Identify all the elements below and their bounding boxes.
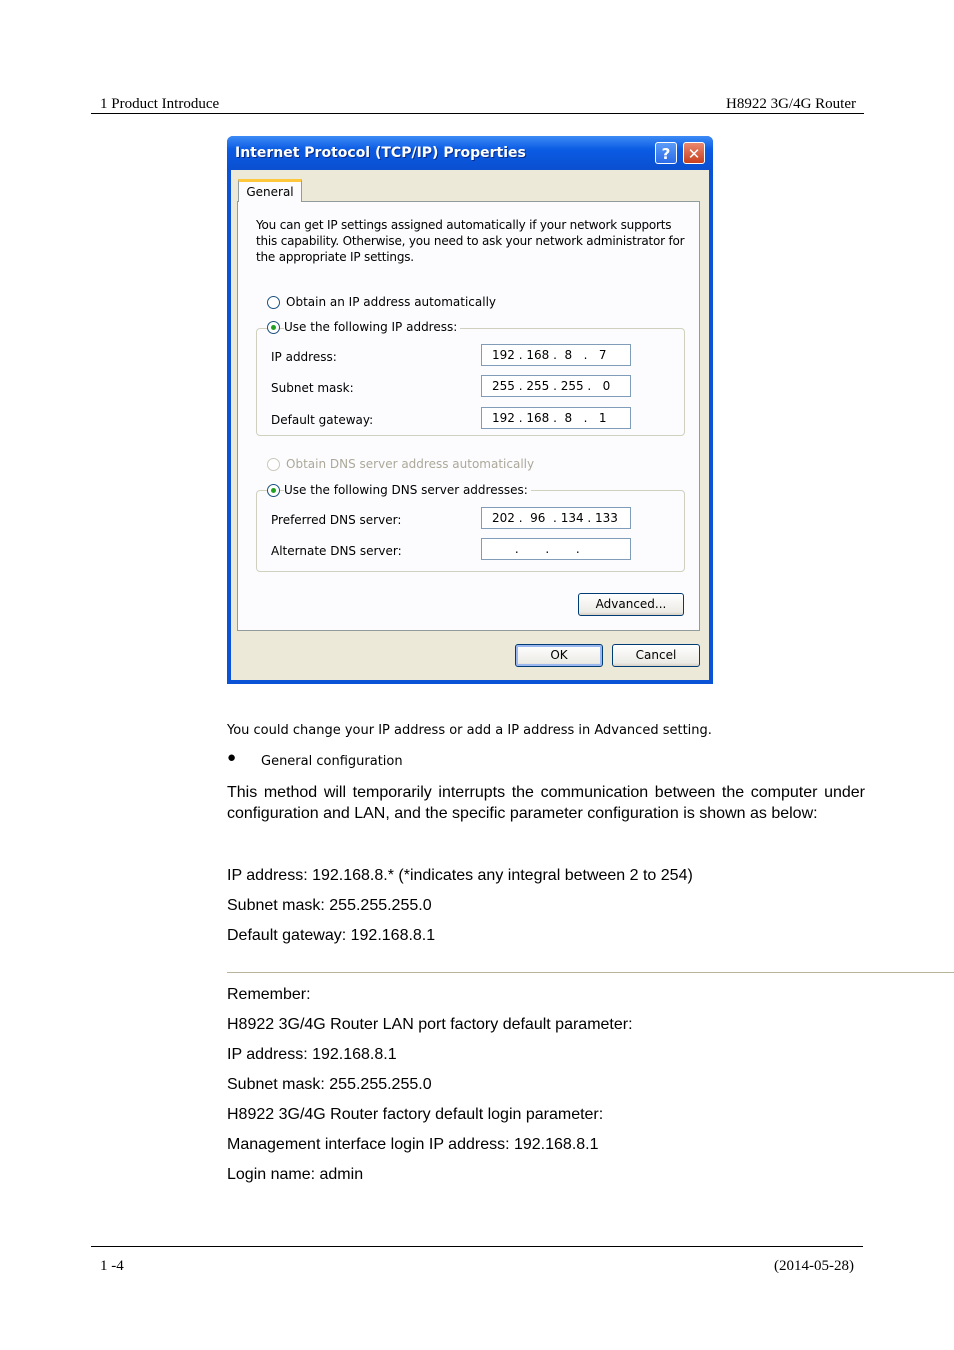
header-chapter: 1 Product Introduce bbox=[100, 96, 220, 112]
advanced-button[interactable]: Advanced... bbox=[578, 593, 684, 616]
help-icon[interactable]: ? bbox=[655, 142, 677, 164]
alternate-dns-field[interactable]: . . . bbox=[481, 538, 631, 560]
subnet-mask-field[interactable]: 255 . 255 . 255 . 0 bbox=[481, 375, 631, 397]
preferred-dns-field[interactable]: 202 . 96 . 134 . 133 bbox=[481, 507, 631, 529]
page-number: 1 -4 bbox=[100, 1258, 124, 1274]
login-ip-line: Management interface login IP address: 192.168.8.1 bbox=[227, 1136, 599, 1153]
body-paragraph: This method will temporarily interrupts the communication between the computer under configuration and LAN, and the specific parameter configuration is shown as below: bbox=[227, 784, 865, 822]
login-name-line: Login name: admin bbox=[227, 1166, 364, 1183]
bullet-marker: ● bbox=[227, 750, 237, 766]
close-icon[interactable]: ✕ bbox=[683, 142, 705, 164]
intro-text: You can get IP settings assigned automatically if your network supports this capability. Otherwise, you need to ask your network administrator for the appropriate IP settings. bbox=[256, 218, 685, 264]
manual-dns-label: Use the following DNS server addresses: bbox=[284, 483, 531, 497]
auto-dns-label: Obtain DNS server address automatically bbox=[286, 457, 535, 471]
alternate-dns-label: Alternate DNS server: bbox=[271, 544, 402, 558]
cancel-button[interactable]: Cancel bbox=[612, 644, 700, 667]
lan-mask-line: Subnet mask: 255.255.255.0 bbox=[227, 1076, 432, 1093]
ip-address-label: IP address: bbox=[271, 350, 337, 364]
auto-ip-radio[interactable] bbox=[267, 296, 280, 309]
subnet-mask-line: Subnet mask: 255.255.255.0 bbox=[227, 897, 432, 914]
footer-rule bbox=[91, 1246, 863, 1247]
default-gateway-field[interactable]: 192 . 168 . 8 . 1 bbox=[481, 407, 631, 429]
default-gateway-line: Default gateway: 192.168.8.1 bbox=[227, 927, 436, 944]
remember-heading: Remember: bbox=[227, 986, 311, 1003]
manual-dns-radio[interactable] bbox=[267, 484, 280, 497]
ip-address-field[interactable]: 192 . 168 . 8 . 7 bbox=[481, 344, 631, 366]
figure-caption: You could change your IP address or add a IP address in Advanced setting. bbox=[227, 723, 712, 738]
header-rule bbox=[91, 113, 864, 114]
auto-dns-radio[interactable] bbox=[267, 458, 280, 471]
subnet-mask-label: Subnet mask: bbox=[271, 381, 354, 395]
dialog-body bbox=[231, 170, 709, 680]
bullet-general-configuration: General configuration bbox=[261, 754, 403, 769]
ok-button[interactable]: OK bbox=[515, 644, 603, 667]
dialog-title: Internet Protocol (TCP/IP) Properties bbox=[235, 145, 526, 161]
footer-date: (2014-05-28) bbox=[774, 1258, 854, 1274]
lan-default-line: H8922 3G/4G Router LAN port factory default parameter: bbox=[227, 1016, 633, 1033]
tab-general[interactable]: General bbox=[238, 179, 302, 202]
ip-address-line: IP address: 192.168.8.* (*indicates any integral between 2 to 254) bbox=[227, 867, 693, 884]
preferred-dns-label: Preferred DNS server: bbox=[271, 513, 402, 527]
section-rule bbox=[227, 972, 954, 973]
tcpip-properties-dialog bbox=[227, 136, 713, 684]
header-product: H8922 3G/4G Router bbox=[726, 96, 856, 112]
general-panel bbox=[237, 201, 700, 631]
default-gateway-label: Default gateway: bbox=[271, 413, 374, 427]
auto-ip-label: Obtain an IP address automatically bbox=[286, 295, 497, 309]
lan-ip-line: IP address: 192.168.8.1 bbox=[227, 1046, 397, 1063]
login-default-line: H8922 3G/4G Router factory default login parameter: bbox=[227, 1106, 604, 1123]
dialog-titlebar[interactable] bbox=[227, 136, 713, 170]
manual-ip-label: Use the following IP address: bbox=[284, 320, 460, 334]
manual-ip-radio[interactable] bbox=[267, 321, 280, 334]
